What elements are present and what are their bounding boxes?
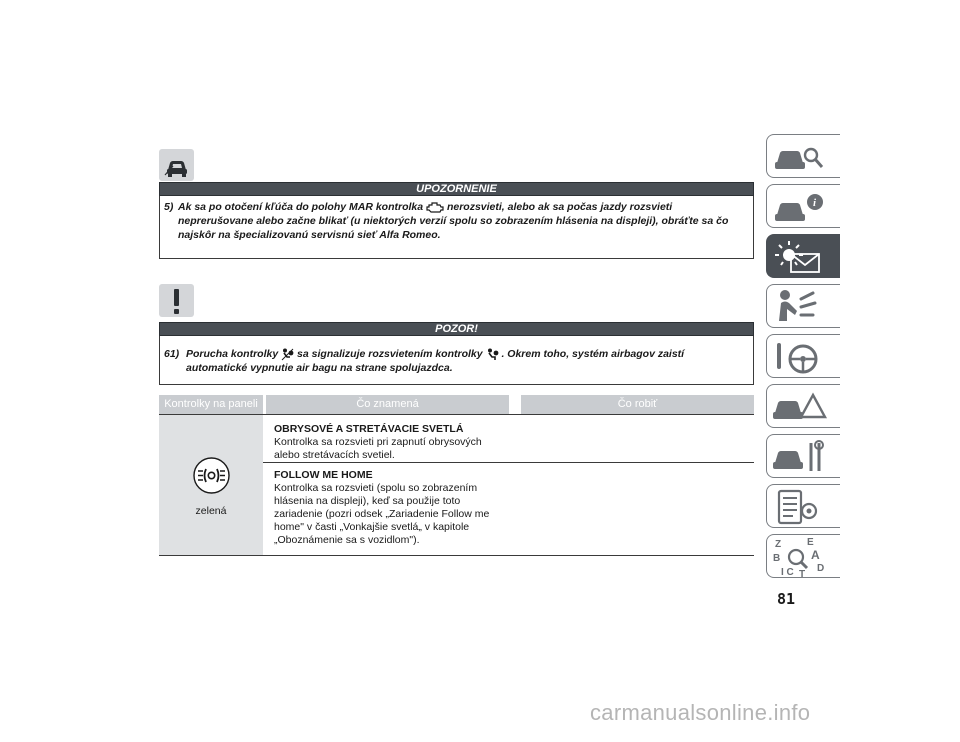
svg-text:T: T <box>799 569 806 579</box>
position-lights-icon <box>193 457 230 494</box>
row-heading: FOLLOW ME HOME <box>274 469 373 481</box>
tab-airbag-person[interactable] <box>766 284 840 328</box>
row-heading: OBRYSOVÉ A STRETÁVACIE SVETLÁ <box>274 423 464 435</box>
caution-header: POZOR! <box>159 322 754 336</box>
car-triangle-icon <box>767 385 841 429</box>
airbag-person-icon <box>767 285 841 329</box>
table-row <box>274 469 509 547</box>
row-separator <box>263 462 754 463</box>
caution-note-text-1: Porucha kontrolky <box>186 348 279 360</box>
table-bottom-rule <box>159 555 754 556</box>
car-info-icon <box>767 185 841 229</box>
svg-text:D: D <box>817 563 825 574</box>
warning-badge <box>159 149 194 181</box>
caution-note-text-3: . Okrem toho, systém airbagov zaistí automatické vypnutie air bagu na strane spolujazdca. <box>186 348 685 374</box>
checklist-icon <box>767 485 841 529</box>
tab-car-tools[interactable] <box>766 434 840 478</box>
lamp-color-label: zelená <box>195 505 227 517</box>
car-search-icon <box>767 135 841 179</box>
svg-text:i: i <box>813 197 817 209</box>
warning-light-message-icon <box>767 235 841 279</box>
warning-note <box>159 196 754 259</box>
car-warning-icon <box>159 149 194 181</box>
row-text: Kontrolka sa rozsvieti pri zapnutí obrysových alebo stretávacích svetiel. <box>274 436 482 461</box>
tab-car-info[interactable] <box>766 184 840 228</box>
caution-note-number: 61) <box>164 348 180 360</box>
tab-steering-wheel[interactable] <box>766 334 840 378</box>
tab-car-search[interactable] <box>766 134 840 178</box>
car-tools-icon <box>767 435 841 479</box>
tab-alphabet-index[interactable] <box>766 534 840 578</box>
tab-checklist[interactable] <box>766 484 840 528</box>
warning-note-text-2: nerozsvieti, alebo ak sa počas jazdy rozsvieti neprerušovane alebo začne blikať (u niektorých verzií spolu so zobrazením hlásenia na displeji), obráťte sa čo najskôr na špecializovanú servisnú sieť Alfa Romeo. <box>178 201 729 241</box>
warning-note-text-1: Ak sa po otočení kľúča do polohy MAR kontrolka <box>178 201 424 213</box>
watermark: carmanualsonline.info <box>590 700 811 725</box>
col-header-action: Čo robiť <box>521 395 754 414</box>
page-number: 81 <box>776 590 796 608</box>
tab-car-triangle[interactable] <box>766 384 840 428</box>
col-header-meaning: Čo znamená <box>266 395 509 414</box>
svg-text:Z: Z <box>775 539 782 550</box>
col-header-panel: Kontrolky na paneli <box>159 395 263 414</box>
warning-note-number: 5) <box>164 201 174 213</box>
alphabet-index-icon <box>767 535 841 579</box>
caution-note <box>159 336 754 385</box>
tab-warning-lights[interactable] <box>766 234 840 278</box>
lamp-cell <box>159 415 263 556</box>
table-row <box>274 423 509 462</box>
svg-text:I C: I C <box>781 567 794 578</box>
svg-text:B: B <box>773 553 781 564</box>
svg-text:E: E <box>807 537 814 548</box>
warning-header: UPOZORNENIE <box>159 182 754 196</box>
exclamation-triangle-icon <box>159 284 194 317</box>
airbag-off-icon <box>281 348 294 361</box>
engine-icon <box>426 202 444 213</box>
caution-badge <box>159 284 194 317</box>
row-text: Kontrolka sa rozsvieti (spolu so zobrazením hlásenia na displeji), keď sa použije toto zariadenie (pozri odsek „Zariadenie Follow me home" v časti „Vonkajšie svetlá„ v kapitole „Oboznámenie sa s vozidlom"). <box>274 482 490 546</box>
svg-text:A: A <box>811 548 820 562</box>
airbag-icon <box>486 348 499 361</box>
steering-wheel-icon <box>767 335 841 379</box>
caution-note-text-2: sa signalizuje rozsvietením kontrolky <box>297 348 483 360</box>
